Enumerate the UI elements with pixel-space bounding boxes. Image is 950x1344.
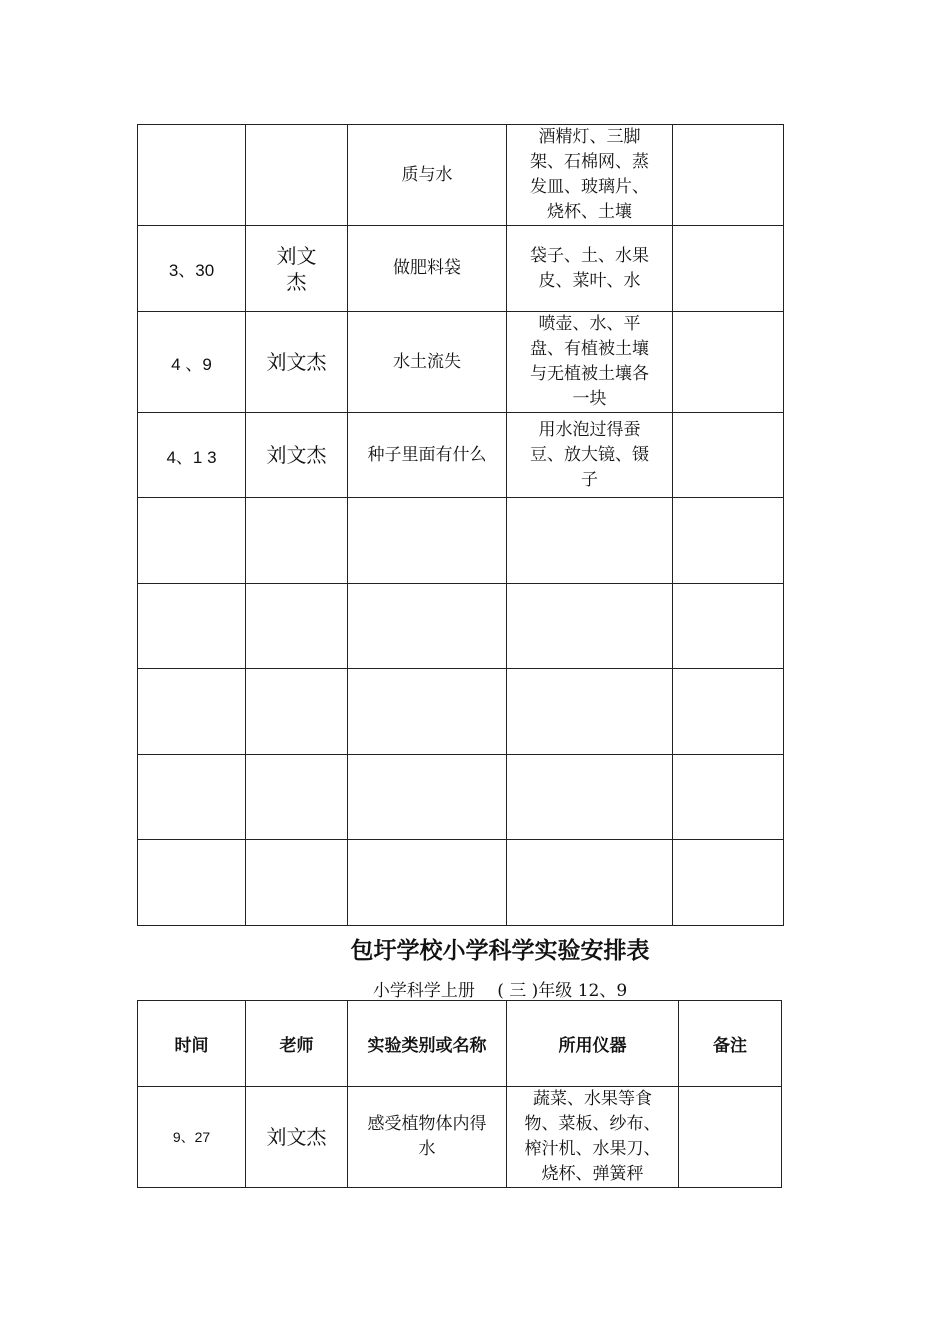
teacher-cell <box>246 840 348 926</box>
teacher-cell <box>246 125 348 226</box>
experiment-cell <box>348 498 507 584</box>
page-title: 包圩学校小学科学实验安排表 <box>350 938 650 964</box>
notes-cell <box>673 312 784 413</box>
schedule-table <box>137 1000 782 1188</box>
date-cell <box>138 498 246 584</box>
equipment-cell <box>507 840 673 926</box>
equipment-cell <box>507 125 673 226</box>
teacher-cell <box>246 755 348 840</box>
equipment-cell <box>507 584 673 669</box>
experiment-cell: 做肥料袋 <box>348 226 507 312</box>
notes-cell <box>673 498 784 584</box>
notes-cell <box>673 413 784 498</box>
experiment-text: 感受植物体内得水 <box>367 1114 487 1159</box>
teacher-cell: 刘文杰 <box>246 1087 348 1188</box>
header-time: 时间 <box>138 1001 246 1087</box>
teacher-cell: 刘文杰 <box>246 312 348 413</box>
table-header-row <box>138 1001 782 1087</box>
notes-cell <box>673 840 784 926</box>
experiment-cell <box>348 755 507 840</box>
date-cell: 3、30 <box>138 226 246 312</box>
equipment-cell <box>507 1087 679 1188</box>
schedule-table-continued <box>137 124 784 926</box>
notes-cell <box>673 755 784 840</box>
date-cell <box>138 584 246 669</box>
date-cell: 9、27 <box>138 1087 246 1188</box>
experiment-cell <box>348 840 507 926</box>
experiment-cell <box>348 1087 507 1188</box>
notes-cell <box>673 226 784 312</box>
equipment-text: 袋子、土、水果皮、菜叶、水 <box>530 245 649 291</box>
experiment-cell: 水土流失 <box>348 312 507 413</box>
table-row <box>138 1087 782 1188</box>
date-cell <box>138 840 246 926</box>
table-row <box>138 498 784 584</box>
teacher-cell <box>246 498 348 584</box>
equipment-cell <box>507 413 673 498</box>
teacher-text: 刘文杰 <box>276 243 317 294</box>
teacher-cell <box>246 226 348 312</box>
notes-cell <box>679 1087 782 1188</box>
date-cell: 4、1 3 <box>138 413 246 498</box>
experiment-cell <box>348 669 507 755</box>
table-row <box>138 840 784 926</box>
header-experiment: 实验类别或名称 <box>348 1001 507 1087</box>
table-row <box>138 125 784 226</box>
teacher-cell <box>246 669 348 755</box>
table-row <box>138 584 784 669</box>
header-notes: 备注 <box>679 1001 782 1087</box>
table-row <box>138 226 784 312</box>
equipment-cell <box>507 669 673 755</box>
equipment-cell <box>507 226 673 312</box>
teacher-cell <box>246 584 348 669</box>
teacher-cell: 刘文杰 <box>246 413 348 498</box>
experiment-cell: 种子里面有什么 <box>348 413 507 498</box>
header-teacher: 老师 <box>246 1001 348 1087</box>
table-row <box>138 312 784 413</box>
date-cell <box>138 125 246 226</box>
notes-cell <box>673 584 784 669</box>
table-row <box>138 413 784 498</box>
equipment-text: 酒精灯、三脚架、石棉网、蒸发皿、玻璃片、烧杯、土壤 <box>530 127 649 222</box>
experiment-cell <box>348 584 507 669</box>
equipment-cell <box>507 755 673 840</box>
notes-cell <box>673 125 784 226</box>
equipment-cell <box>507 498 673 584</box>
header-equipment: 所用仪器 <box>507 1001 679 1087</box>
table-row <box>138 755 784 840</box>
date-cell <box>138 755 246 840</box>
experiment-cell: 质与水 <box>348 125 507 226</box>
equipment-text: 用水泡过得蚕豆、放大镜、镊子 <box>530 419 649 490</box>
equipment-text: 喷壶、水、平盘、有植被土壤与无植被土壤各一块 <box>530 314 649 409</box>
date-cell: 4 、9 <box>138 312 246 413</box>
table-row <box>138 669 784 755</box>
page-subtitle: 小学科学上册 ( 三 )年级 12、9 <box>372 981 628 1001</box>
notes-cell <box>673 669 784 755</box>
date-cell <box>138 669 246 755</box>
equipment-cell <box>507 312 673 413</box>
equipment-text: 蔬菜、水果等食物、菜板、纱布、榨汁机、水果刀、烧杯、弹簧秤 <box>524 1089 661 1184</box>
